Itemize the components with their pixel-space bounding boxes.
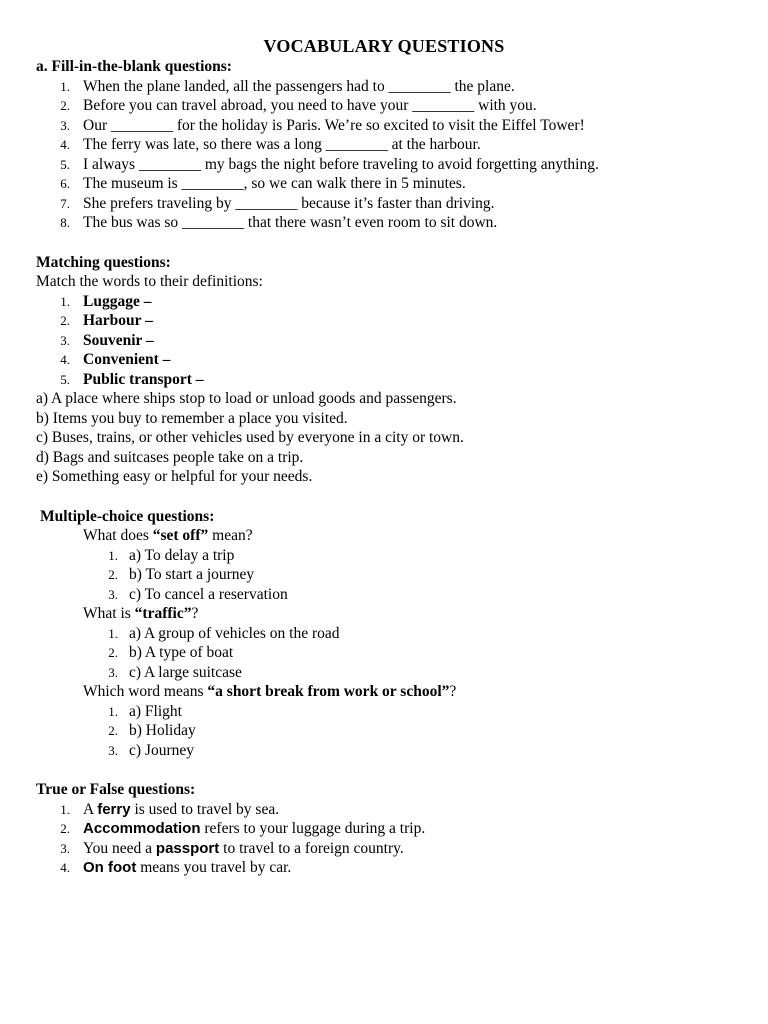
matching-word: Souvenir – [83, 332, 154, 349]
list-number: 3. [108, 665, 118, 680]
list-number: 6. [60, 176, 70, 191]
mc-option: c) A large suitcase [129, 664, 242, 681]
mc-option: a) A group of vehicles on the road [129, 625, 340, 642]
list-number: 2. [108, 645, 118, 660]
matching-word: Harbour – [83, 312, 153, 329]
matching-word: Convenient – [83, 351, 171, 368]
list-number: 1. [60, 79, 70, 94]
mc-question: Which word means “a short break from work or school”? [83, 683, 457, 700]
key-term: ferry [97, 801, 131, 818]
list-number: 8. [60, 215, 70, 230]
matching-definition: c) Buses, trains, or other vehicles used by everyone in a city or town. [36, 429, 464, 446]
fill-in-item: The museum is ________, so we can walk there in 5 minutes. [83, 175, 466, 192]
fill-in-item: When the plane landed, all the passengers had to ________ the plane. [83, 78, 515, 95]
fill-in-item: The bus was so ________ that there wasn’t even room to sit down. [83, 214, 498, 231]
true-false-item: On foot means you travel by car. [83, 859, 292, 876]
list-number: 4. [60, 860, 70, 875]
matching-definition: b) Items you buy to remember a place you visited. [36, 410, 348, 427]
list-number: 1. [108, 704, 118, 719]
matching-definition: a) A place where ships stop to load or unload goods and passengers. [36, 390, 457, 407]
mc-option: b) Holiday [129, 722, 196, 739]
mc-question: What does “set off” mean? [83, 527, 253, 544]
list-number: 2. [60, 313, 70, 328]
list-number: 5. [60, 157, 70, 172]
true-false-item: You need a passport to travel to a foreign country. [83, 840, 404, 857]
list-number: 1. [108, 626, 118, 641]
mc-option: b) To start a journey [129, 566, 255, 583]
mc-term: “set off” [152, 527, 209, 544]
mc-option: a) Flight [129, 703, 182, 720]
list-number: 2. [60, 821, 70, 836]
fill-in-item: Our ________ for the holiday is Paris. We’re so excited to visit the Eiffel Tower! [83, 117, 585, 134]
matching-word: Luggage – [83, 293, 152, 310]
list-number: 2. [108, 723, 118, 738]
fill-in-heading: a. Fill-in-the-blank questions: [36, 58, 232, 75]
true-false-heading: True or False questions: [36, 781, 196, 798]
mc-option: b) A type of boat [129, 644, 234, 661]
list-number: 3. [60, 841, 70, 856]
multiple-choice-heading: Multiple-choice questions: [40, 508, 215, 525]
list-number: 7. [60, 196, 70, 211]
mc-question: What is “traffic”? [83, 605, 199, 622]
list-number: 1. [60, 294, 70, 309]
list-number: 3. [108, 743, 118, 758]
fill-in-item: I always ________ my bags the night before traveling to avoid forgetting anything. [83, 156, 599, 173]
fill-in-item: Before you can travel abroad, you need to have your ________ with you. [83, 97, 537, 114]
fill-in-item: The ferry was late, so there was a long ________ at the harbour. [83, 136, 481, 153]
page-title: VOCABULARY QUESTIONS [263, 36, 505, 56]
key-term: passport [155, 840, 220, 857]
mc-option: c) Journey [129, 742, 194, 759]
mc-term: “traffic” [134, 605, 192, 622]
list-number: 2. [60, 98, 70, 113]
key-term: On foot [83, 859, 137, 876]
matching-word: Public transport – [83, 371, 204, 388]
key-term: Accommodation [83, 820, 201, 837]
list-number: 3. [60, 333, 70, 348]
list-number: 4. [60, 137, 70, 152]
matching-instruction: Match the words to their definitions: [36, 273, 263, 290]
list-number: 1. [108, 548, 118, 563]
list-number: 1. [60, 802, 70, 817]
matching-definition: d) Bags and suitcases people take on a trip. [36, 449, 304, 466]
fill-in-item: She prefers traveling by ________ because it’s faster than driving. [83, 195, 495, 212]
matching-definition: e) Something easy or helpful for your needs. [36, 468, 313, 485]
mc-option: a) To delay a trip [129, 547, 235, 564]
mc-option: c) To cancel a reservation [129, 586, 288, 603]
mc-term: “a short break from work or school” [207, 683, 450, 700]
true-false-item: A ferry is used to travel by sea. [83, 801, 280, 818]
matching-heading: Matching questions: [36, 254, 171, 271]
list-number: 3. [108, 587, 118, 602]
list-number: 4. [60, 352, 70, 367]
true-false-item: Accommodation refers to your luggage during a trip. [83, 820, 426, 837]
list-number: 2. [108, 567, 118, 582]
list-number: 3. [60, 118, 70, 133]
list-number: 5. [60, 372, 70, 387]
